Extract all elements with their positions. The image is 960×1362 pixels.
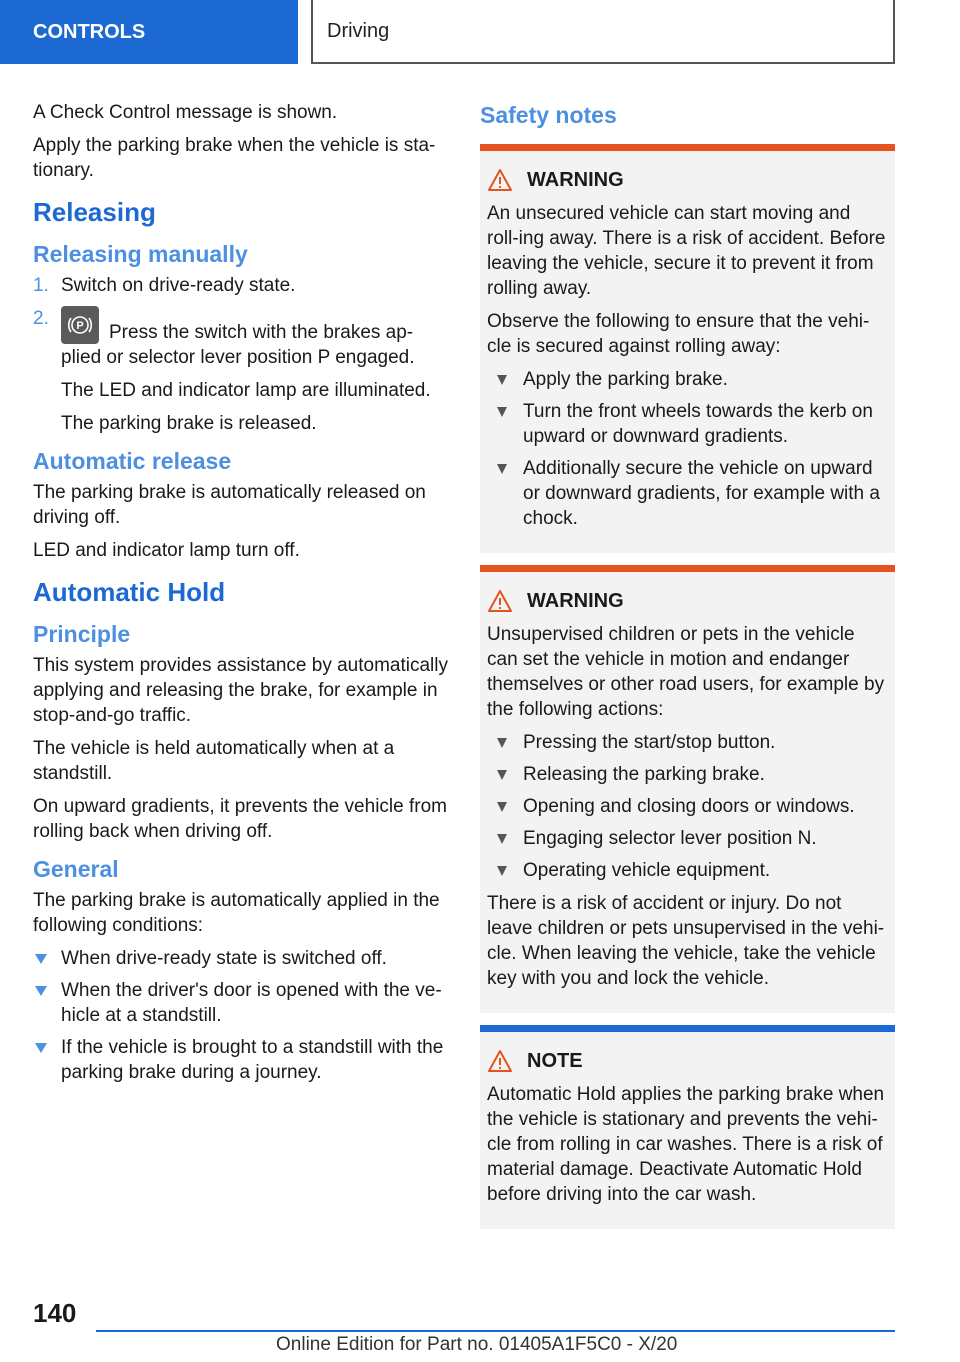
heading-safety-notes: Safety notes [480,102,617,128]
conditions-list [33,946,453,1085]
list-item [33,978,453,1028]
list-text: Releasing the parking brake. [523,764,765,785]
warning-label: WARNING [527,589,624,612]
list-text: Turn the front wheels towards the kerb on upward or downward gradients. [523,401,873,447]
svg-text:P: P [76,320,84,332]
bullet-triangle-icon [497,866,507,876]
warning-triangle-icon [487,168,513,192]
bullet-triangle-icon [497,770,507,780]
paragraph: The parking brake is automatically released on driving off. [33,482,426,528]
heading-principle: Principle [33,621,131,647]
warning-box [480,144,895,553]
paragraph: The vehicle is held automatically when at a standstill. [33,738,395,784]
heading-releasing: Releasing [33,197,156,227]
list-item [33,306,453,436]
section-label: CONTROLS [33,20,146,43]
heading-automatic-hold: Automatic Hold [33,577,226,607]
list-item [33,946,453,971]
steps-list [33,273,453,436]
list-item [495,367,887,392]
warning-triangle-icon [487,589,513,613]
warning-list [495,367,887,531]
paragraph: There is a risk of accident or injury. Do not leave children or pets unsupervised in the vehi‐cle. When leaving the vehicle, take the vehicle key with you and lock the vehicle. [487,893,885,989]
list-item [495,456,887,531]
list-item [495,858,887,883]
list-text: If the vehicle is brought to a standstill with the parking brake during a journey. [61,1037,444,1083]
paragraph: An unsecured vehicle can start moving and roll‐ing away. There is a risk of accident. Before leaving the vehicle, secure it to prevent it from rolling away. [487,203,886,299]
list-text: Apply the parking brake. [523,369,728,390]
paragraph: LED and indicator lamp turn off. [33,540,300,561]
bullet-triangle-icon [497,802,507,812]
footer-edition: Online Edition for Part no. 01405A1F5C0 - X/20 [276,1334,678,1355]
step-number: 1. [33,275,49,296]
warning-label: WARNING [527,168,624,191]
chapter-label: Driving [327,19,390,42]
bullet-triangle-icon [497,407,507,417]
bullet-triangle-icon [497,738,507,748]
paragraph: Unsupervised children or pets in the vehicle can set the vehicle in motion and endanger themselves or other road users, for example by the following actions: [487,624,885,720]
warning-triangle-icon [487,1049,513,1073]
list-text: When drive-ready state is switched off. [61,948,387,969]
list-text: Additionally secure the vehicle on upward or downward gradients, for example with a chock. [523,458,880,529]
list-item [495,730,887,755]
list-item [33,1035,453,1085]
step-number: 2. [33,308,49,329]
bullet-triangle-icon [35,986,47,996]
step-sub: The LED and indicator lamp are illuminated. [61,380,431,401]
right-column [480,100,895,1241]
list-text: When the driver's door is opened with the ve‐hicle at a standstill. [61,980,442,1026]
note-header [487,1046,887,1076]
bullet-triangle-icon [35,1043,47,1053]
section-tab [0,0,298,64]
warning-list [495,730,887,883]
heading-releasing-manually: Releasing manually [33,241,248,267]
note-box [480,1025,895,1229]
warning-header [487,586,887,616]
list-text: Pressing the start/stop button. [523,732,776,753]
step-sub: The parking brake is released. [61,413,317,434]
list-item [495,762,887,787]
bullet-triangle-icon [497,834,507,844]
warning-header [487,165,887,195]
list-text: Operating vehicle equipment. [523,860,771,881]
list-text: Opening and closing doors or windows. [523,796,855,817]
left-column [33,100,453,1093]
list-item [33,273,453,298]
paragraph: Observe the following to ensure that the vehi‐cle is secured against rolling away: [487,311,870,357]
paragraph: The parking brake is automatically applied in the following conditions: [33,890,440,936]
paragraph: Apply the parking brake when the vehicle is sta‐tionary. [33,135,436,181]
heading-automatic-release: Automatic release [33,448,232,474]
note-label: NOTE [527,1049,583,1072]
chapter-title [311,0,895,64]
list-item [495,399,887,449]
paragraph: This system provides assistance by automatically applying and releasing the brake, for example in stop-and-go traffic. [33,655,448,726]
warning-box [480,565,895,1013]
paragraph: Automatic Hold applies the parking brake when the vehicle is stationary and prevents the vehi‐cle from rolling in car washes. There is a risk of material damage. Deactivate Automatic Hold before driving into the car wash. [487,1084,885,1205]
step-text: Press the switch with the brakes ap‐plied or selector lever position P engaged. [61,322,415,368]
bullet-triangle-icon [35,954,47,964]
list-item [495,826,887,851]
step-text: Switch on drive-ready state. [61,275,296,296]
paragraph: On upward gradients, it prevents the vehicle from rolling back when driving off. [33,796,447,842]
parking-brake-icon [61,306,99,344]
list-text: Engaging selector lever position N. [523,828,817,849]
list-item [495,794,887,819]
bullet-triangle-icon [497,464,507,474]
bullet-triangle-icon [497,375,507,385]
heading-general: General [33,856,119,882]
footer-divider [96,1330,895,1332]
paragraph: A Check Control message is shown. [33,102,338,123]
page-number: 140 [33,1298,77,1328]
